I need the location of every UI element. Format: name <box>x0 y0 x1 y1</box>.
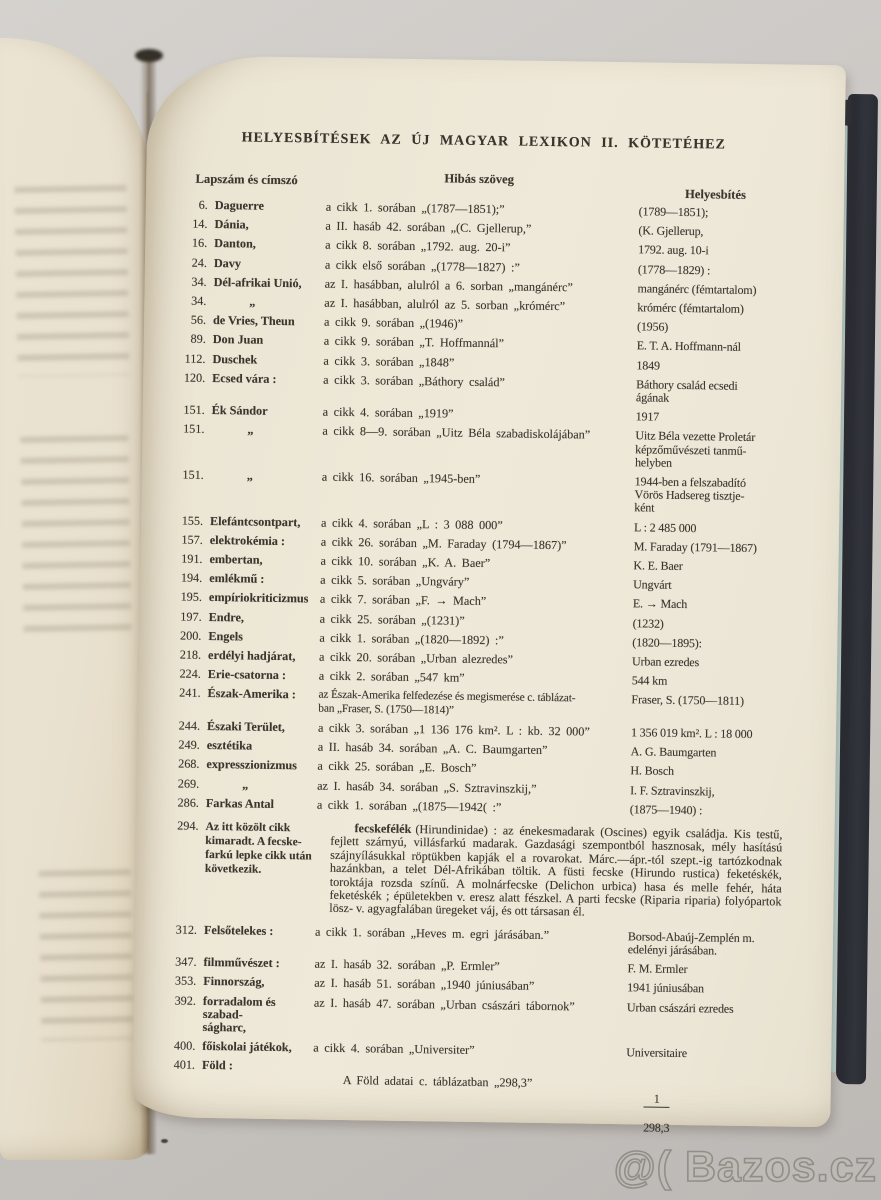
wrong-text: a cikk 8. sorában „1792. aug. 20-i” <box>325 238 511 255</box>
bleed-through-text <box>14 185 129 377</box>
errata-row <box>172 333 790 355</box>
wrong-text: a cikk 4. sorában „Universiter” <box>313 1040 475 1058</box>
headword: Farkas Antal <box>205 795 275 811</box>
headword: Engels <box>208 628 244 644</box>
wrong-text: az Észak-Amerika felfedezése és megismerése c. táblázat- ban „Fraser, S. (1750—1814)” <box>318 689 576 717</box>
wrong-text: az I. hasáb 47. sorában „Urban császári tábornok” <box>313 995 575 1013</box>
errata-row-401 <box>160 1059 779 1150</box>
errata-row <box>171 404 789 426</box>
headword: Finnország, <box>203 974 265 990</box>
header-correction-column: Helyesbítés <box>684 186 747 202</box>
correction-fraction <box>625 1066 779 1150</box>
headword: Davy <box>213 255 242 271</box>
page-number: 34. <box>191 274 207 289</box>
headword: esztétika <box>206 738 253 753</box>
correction-text: (1820—1895): <box>632 635 702 651</box>
errata-row <box>173 275 791 297</box>
errata-row <box>161 1039 779 1061</box>
headword: Daguerre <box>214 198 265 213</box>
page-number: 151. <box>182 467 204 482</box>
page-number: 294. <box>177 818 199 833</box>
correction-text: Borsod-Abaúj-Zemplén m. edelényi járásában. <box>627 928 755 958</box>
correction-text: Fraser, S. (1750—1811) <box>631 692 745 709</box>
correction-text: krómérc (fémtartalom) <box>637 300 744 316</box>
correction-text: 1941 júniusában <box>627 980 705 996</box>
wrong-text: a cikk 3. sorában „Báthory család” <box>323 372 505 390</box>
correction-text: (1956) <box>636 319 669 334</box>
page-number: 151. <box>183 402 205 418</box>
wrong-text: A Föld adatai c. táblázatban „298,3” <box>342 1073 533 1091</box>
correction-text: Báthory család ecsedi ágának <box>635 377 738 405</box>
wrong-text: a cikk 10. sorában „K. A. Baer” <box>320 553 491 571</box>
page-number: 244. <box>178 718 201 733</box>
page-number: 157. <box>181 532 203 547</box>
wrong-text: a cikk 1. sorában „Heves m. egri járásában.” <box>314 924 550 942</box>
errata-row <box>171 371 789 407</box>
wrong-text: a cikk 3. sorában „1 136 176 km². L : kb. 32 000” <box>317 720 590 739</box>
correction-text: H. Bosch <box>630 763 675 779</box>
page-number: 224. <box>179 666 201 682</box>
correction-text: 1849 <box>636 357 660 373</box>
headword: főiskolai játékok, <box>202 1039 292 1055</box>
spine-shadow <box>135 49 163 62</box>
wrong-text: az I. hasábban, alulról az 5. sorban „krómérc” <box>324 295 566 314</box>
correction-text: mangánérc (fémtartalom) <box>637 281 757 297</box>
errata-row <box>168 610 786 632</box>
headword: Endre, <box>208 609 245 625</box>
wrong-text: a cikk 26. sorában „M. Faraday (1794—1867)” <box>320 534 567 553</box>
correction-text: 1 356 019 km². L : 18 000 <box>630 725 753 741</box>
correction-text: (1232) <box>632 615 664 631</box>
errata-row <box>165 758 783 780</box>
wrong-text: a cikk 1. sorában „(1787—1851);” <box>325 199 505 217</box>
page-number: 197. <box>180 609 202 624</box>
headword: Don Juan <box>212 332 264 348</box>
wrong-text: az I. hasáb 32. sorában „P. Ermler” <box>314 956 500 974</box>
bazos-watermark: @( Bazos.cz <box>613 1143 877 1191</box>
wrong-text: a cikk 25. sorában „E. Bosch” <box>317 758 477 776</box>
wrong-text: a cikk 1. sorában „(1875—1942( :” <box>316 797 502 815</box>
errata-row <box>169 468 788 517</box>
wrong-text: a cikk 16. sorában „1945-ben” <box>321 469 481 487</box>
headword: filmművészet : <box>203 955 280 971</box>
wrong-text: a cikk 9. sorában „T. Hoffmannál” <box>323 334 505 351</box>
correction-text: (1875—1940) : <box>629 801 703 818</box>
errata-row <box>172 314 790 336</box>
correction-text: (1778—1829) : <box>637 261 711 277</box>
page-number: 392. <box>174 993 197 1008</box>
headword: Észak-Amerika : <box>207 686 296 702</box>
correction-text: (1789—1851); <box>638 204 709 220</box>
headword: embertan, <box>209 552 263 567</box>
wrong-text: a cikk első sorában „(1778—1827) :” <box>324 257 520 275</box>
page-number: 24. <box>191 255 208 270</box>
wrong-text: a cikk 5. sorában „Ungváry” <box>320 572 470 590</box>
page-number: 400. <box>173 1038 196 1053</box>
headword: Elefántcsontpart, <box>209 513 301 529</box>
page-number: 401. <box>173 1057 196 1073</box>
headword: Föld : <box>201 1058 233 1073</box>
correction-text: F. M. Ermler <box>627 961 688 977</box>
page-number: 112. <box>184 351 206 366</box>
paragraph-lead-word: fecskefélék <box>354 821 412 836</box>
correction-text: 1792. aug. 10-i <box>638 242 709 258</box>
errata-row <box>162 975 780 997</box>
wrong-text: a cikk 4. sorában „1919” <box>322 404 454 421</box>
correction-text: Urban ezredes <box>631 654 700 670</box>
correction-text: L : 2 485 000 <box>633 519 697 535</box>
page-number: 14. <box>192 216 208 232</box>
page-number: 195. <box>180 590 203 605</box>
wrong-text: a cikk 4. sorában „L : 3 088 000” <box>320 515 503 532</box>
errata-row <box>166 719 784 741</box>
wrong-text: a cikk 9. sorában „(1946)” <box>323 314 464 331</box>
wrong-text: a cikk 1. sorában „(1820—1892) :” <box>319 630 504 648</box>
correction-text: (K. Gjellerup, <box>638 223 704 239</box>
insert-row-294 <box>163 819 782 922</box>
insert-paragraph <box>329 822 782 923</box>
correction-text: Universitaire <box>626 1045 688 1061</box>
page-number: 241. <box>179 686 201 701</box>
errata-rows-upper <box>165 198 792 818</box>
fraction <box>643 1079 670 1148</box>
errata-row <box>170 423 789 472</box>
headword: de Vries, Theun <box>212 313 295 329</box>
headword: empíriokriticizmus <box>208 590 309 606</box>
page-number: 89. <box>190 332 206 347</box>
wrong-text: a cikk 7. sorában „F. → Mach” <box>319 592 487 609</box>
correction-text: 1944-ben a felszabadító Vörös Hadsereg tisztje- ként <box>634 474 746 516</box>
wrong-text: az I. hasábban, alulról a 6. sorban „mangánérc” <box>324 276 573 295</box>
wrong-text: a cikk 2. sorában „547 km” <box>318 668 465 686</box>
page-number: 200. <box>179 628 202 643</box>
page-number: 269. <box>177 776 200 791</box>
headword: „ <box>242 776 249 792</box>
page-number: 194. <box>180 570 203 586</box>
bleed-through-text <box>39 869 134 1041</box>
headword: „ <box>247 422 254 438</box>
correction-text: E. T. A. Hoffmann-nál <box>636 338 742 355</box>
correction-text: Uitz Béla vezette Proletár képzőművészeti tanmű- helyben <box>634 428 756 470</box>
page-number: 6. <box>198 197 208 212</box>
errata-row <box>163 923 781 959</box>
errata-row <box>166 687 784 723</box>
errata-page <box>132 55 846 1136</box>
headword: Danton, <box>214 236 256 252</box>
page-number: 34. <box>191 293 207 308</box>
wrong-text: a cikk 20. sorában „Urban alezredes” <box>318 649 514 667</box>
header-wrong-column: Hibás szöveg <box>444 171 515 187</box>
headword: Duschek <box>212 351 258 367</box>
errata-row <box>161 994 780 1043</box>
wrong-text: a cikk 3. sorában „1848” <box>323 353 455 370</box>
headword: Ék Sándor <box>211 403 268 419</box>
page-number: 353. <box>174 973 197 989</box>
headword: Északi Terület, <box>206 718 286 734</box>
errata-rows-lower <box>161 923 781 1062</box>
insert-note: Az itt közölt cikk kimaradt. A fecske- farkú lepke cikk után következik. <box>204 819 312 876</box>
errata-row <box>173 218 791 240</box>
headword: Felsőtelekes : <box>203 922 274 938</box>
headword: „ <box>249 294 256 309</box>
correction-text: E. → Mach <box>632 596 688 612</box>
headword: Dánia, <box>214 217 249 232</box>
page-number: 286. <box>177 795 200 810</box>
headword: Dél-afrikai Unió, <box>213 274 302 291</box>
column-headers <box>174 167 792 202</box>
correction-text: Urban császári ezredes <box>626 999 734 1016</box>
headword: Ecsed vára : <box>212 370 277 386</box>
headword: elektrokémia : <box>209 532 286 548</box>
wrong-text: a cikk 25. sorában „(1231)” <box>319 611 465 628</box>
page-number: 56. <box>190 312 207 328</box>
page-number: 218. <box>179 647 202 662</box>
page-number: 16. <box>191 236 208 251</box>
wrong-text: az I. hasáb 51. sorában „1940 júniusában” <box>314 975 535 994</box>
wrong-text: az I. hasáb 34. sorában „S. Sztravinszkij,” <box>317 778 537 796</box>
page-number: 249. <box>178 737 200 752</box>
bleed-through-text <box>20 435 131 637</box>
paragraph-body: (Hirundinidae) : az énekesmadarak (Oscines) egyik családja. Kis testű, fejlett szárnyú, villásfarkú madarak. Gazdasági szempontból hasznosak, mély hasítású szájnyílásukkal röptükben kapják el a rovarokat. Márc.—ápr.-tól szept.-ig tartózkodnak hazánkban, a telet Dél-Afrikában töltik. A füsti fecske (Hirundo rustica) feketéskék, toroktája rozsda színű. A molnárfecske (Delichon urbica) hasa és melle fehér, háta feketéskék ; épületekben v. eresz alatt fészkel. A parti fecske (Riparia riparia) folyópartok lösz- v. agyagfalában üregeket váj, és ott társasan él. <box>329 821 783 919</box>
page-number: 312. <box>175 922 198 937</box>
headword: emlékmű : <box>209 571 265 587</box>
left-page <box>0 38 149 1160</box>
page-number: 191. <box>181 551 203 566</box>
header-page-column: Lapszám és címszó <box>195 171 298 188</box>
fraction-denominator: 298,3 <box>643 1120 670 1136</box>
correction-text: A. G. Baumgarten <box>630 744 717 760</box>
errata-row <box>165 796 783 818</box>
page-number: 347. <box>175 954 197 969</box>
headword: Erie-csatorna : <box>207 667 287 683</box>
correction-text: Ungvárt <box>633 577 672 593</box>
wrong-text: a II. hasáb 34. sorában „A. C. Baumgarten” <box>317 739 548 758</box>
correction-text: 544 km <box>631 673 668 689</box>
page-number: 268. <box>178 756 200 772</box>
correction-text: M. Faraday (1791—1867) <box>633 539 757 555</box>
headword: forradalom és szabad- ságharc, <box>202 993 276 1035</box>
page-number: 120. <box>183 370 206 385</box>
headword: „ <box>246 468 253 483</box>
correction-text: K. E. Baer <box>633 558 683 574</box>
page-number: 155. <box>181 513 204 528</box>
page-content <box>160 129 793 1156</box>
page-number: 151. <box>183 422 205 437</box>
headword: erdélyi hadjárat, <box>208 648 296 664</box>
headword: expresszionizmus <box>206 757 298 773</box>
errata-row <box>168 591 786 613</box>
correction-text: I. F. Sztravinszkij, <box>630 782 715 798</box>
errata-row <box>173 237 791 259</box>
fraction-numerator: 1 <box>643 1092 669 1108</box>
wrong-text: a II. hasáb 42. sorában „(C. Gjellerup,” <box>325 218 532 236</box>
wrong-text: a cikk 8—9. sorában „Uitz Béla szabadiskolájában” <box>322 424 591 443</box>
page-title: HELYESBÍTÉSEK AZ ÚJ MAGYAR LEXIKON II. KÖTETÉHEZ <box>241 130 726 153</box>
correction-text: 1917 <box>635 409 660 424</box>
